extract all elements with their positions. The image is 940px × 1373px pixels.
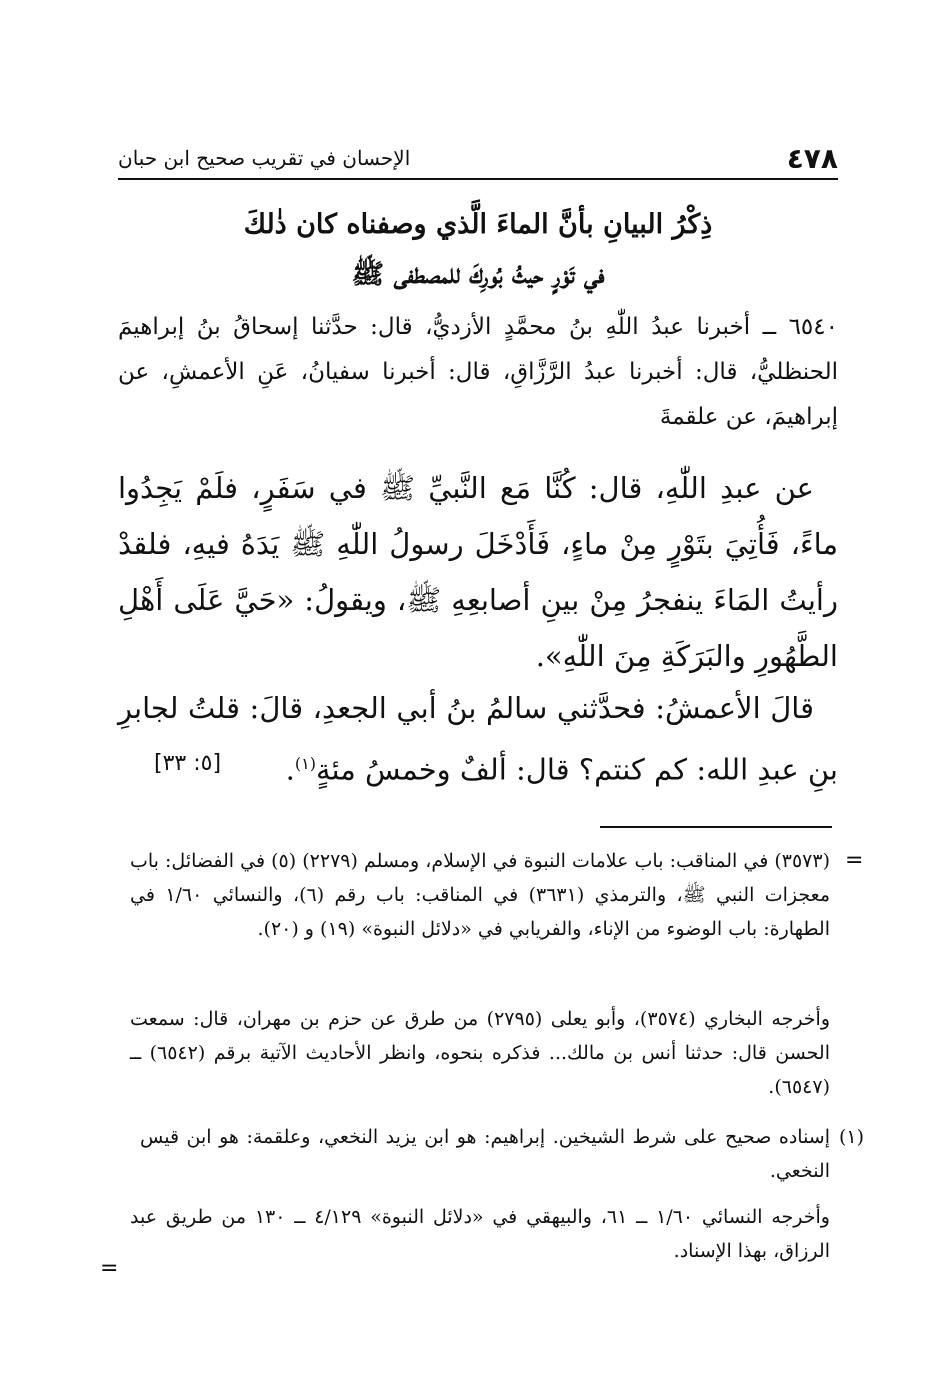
footnote-1-text: إسناده صحيح على شرط الشيخين. إبراهيم: هو ابن يزيد النخعي، وعلقمة: هو ابن قيس النخعي. <box>140 1126 830 1182</box>
footnote-continued-b: وأخرجه البخاري (٣٥٧٤)، وأبو يعلى (٢٧٩٥) من طرق عن حزم بن مهران، قال: سمعت الحسن قال: حدثنا أنس بن مالك... فذكره بنحوه، وانظر الأحاديث الآتية برقم (٦٥٤٢) ــ (٦٥٤٧). <box>130 1008 831 1098</box>
heading-line-2: في تَوْرٍ حيثُ بُورِكَ للمصطفى ﷺ <box>351 259 605 290</box>
continuation-mark-top: = <box>845 848 864 873</box>
page-number: ٤٧٨ <box>786 141 838 175</box>
hadith-matn: عن عبدِ اللّٰهِ، قال: كُنَّا مَع النَّبيِّ ﷺ في سَفَرٍ، فلَمْ يَجِدُوا ماءً، فَأُتِيَ بتَوْرٍ مِنْ ماءٍ، فَأَدْخَلَ رسولُ اللّٰهِ ﷺ يَدَهُ فيهِ، فلقدْ رأيتُ المَاءَ ينفجرُ مِنْ بينِ أصابعِهِ ﷺ، ويقولُ: «حَيَّ عَلَى أَهْلِ الطَّهُورِ والبَرَكَةِ مِنَ اللّٰهِ». <box>118 471 838 673</box>
page-header <box>118 138 838 180</box>
continuation-mark-bottom: = <box>100 1256 119 1281</box>
footnote-continued-a: (٣٥٧٣) في المناقب: باب علامات النبوة في الإسلام، ومسلم (٢٢٧٩) (٥) في الفضائل: باب معجزات النبي ﷺ، والترمذي (٣٦٣١) في المناقب: باب رقم (٦)، والنسائي ١/٦٠ في الطهارة: باب الوضوء من الإناء، والفريابي في «دلائل النبوة» (١٩) و (٢٠). <box>130 850 831 940</box>
footnote-1-number: (١) <box>838 1126 864 1148</box>
quote-text: قالَ الأعمشُ: فحدَّثني سالمُ بنُ أبي الجعدِ، قالَ: قلتُ لجابرِ بنِ عبدِ الله: كم كنتم؟ قال: ألفٌ وخمسُ مئةٍ <box>118 691 838 787</box>
hadith-reference: [٥: ٣٣] <box>154 751 222 776</box>
hadith-quote: قالَ الأعمشُ: فحدَّثني سالمُ بنُ أبي الجعدِ، قالَ: قلتُ لجابرِ بنِ عبدِ الله: كم كنتم؟ قال: ألفٌ وخمسُ مئةٍ$^{(١)}$. [٥: ٣٣] <box>118 680 838 798</box>
hadith-isnad: ٦٥٤٠ ــ أخبرنا عبدُ اللّٰهِ بنُ محمَّدٍ الأزديُّ، قال: حدَّثنا إسحاقُ بنُ إبراهيمَ الحنظليُّ، قال: أخبرنا عبدُ الرَّزَّاقِ، قال: أخبرنا سفيانُ، عَنِ الأعمشِ، عن إبراهيمَ، عن علقمةَ <box>118 314 838 430</box>
footnote-1-continued: وأخرجه النسائي ١/٦٠ ــ ٦١، والبيهقي في «دلائل النبوة» ٤/١٢٩ ــ ١٣٠ من طريق عبد الرزاق، بهذا الإسناد. <box>130 1206 830 1262</box>
footnote-1 <box>140 1120 864 1188</box>
running-title: الإحسان في تقريب صحيح ابن حبان <box>118 146 411 170</box>
footnote-marker: (١) <box>294 754 316 773</box>
footnote-divider <box>600 826 832 828</box>
chapter-heading <box>118 200 838 300</box>
heading-line-1: ذِكْرُ البيانِ بأنَّ الماءَ الَّذي وصفناه كان ذٰلكَ <box>243 209 713 240</box>
